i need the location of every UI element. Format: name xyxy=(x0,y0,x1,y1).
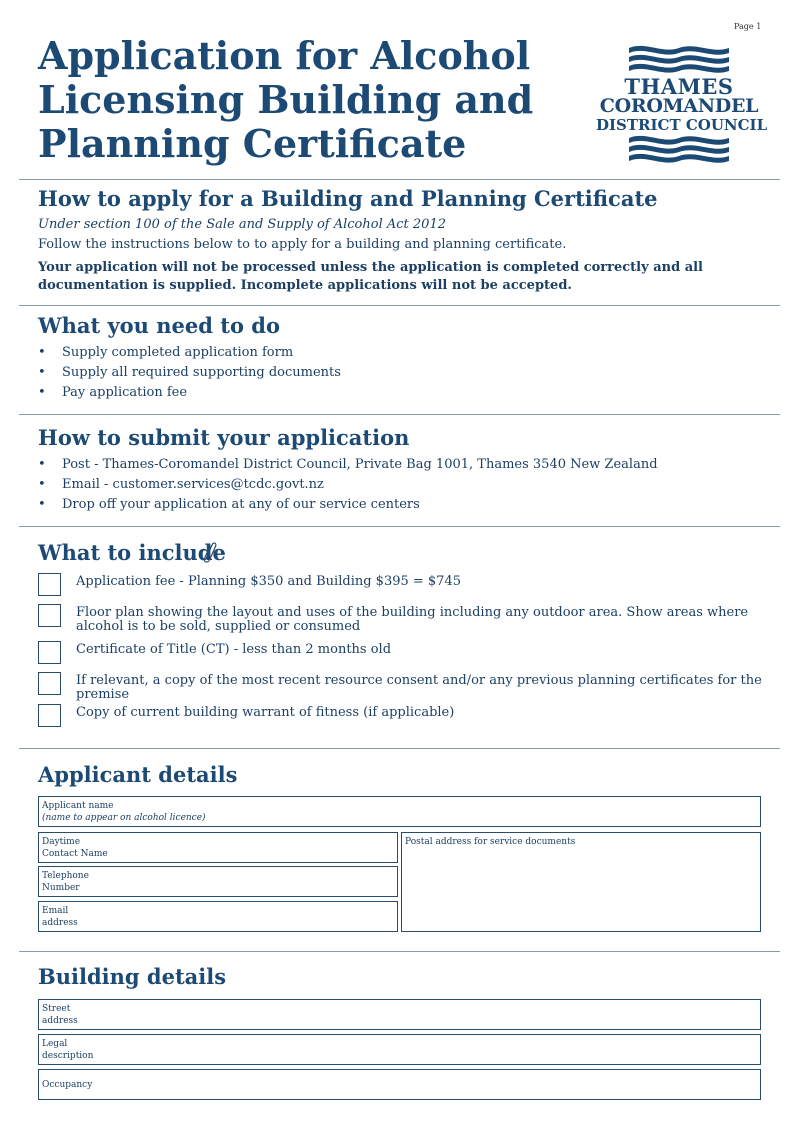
page-number: Page 1 xyxy=(734,22,762,31)
logo-line-3: DISTRICT COUNCIL xyxy=(596,116,768,134)
applicant-details-heading: Applicant details xyxy=(38,762,238,787)
field-label: Applicant name (name to appear on alcohol licence) xyxy=(42,801,206,823)
warning-text: Your application will not be processed unless the application is completed correctly and all documentation is supplied. Incomplete applications will not be accepted. xyxy=(38,260,703,293)
checkbox[interactable] xyxy=(38,641,61,664)
occupancy-field[interactable] xyxy=(38,1069,761,1100)
checkbox-label: Certificate of Title (CT) - less than 2 months old xyxy=(76,642,392,657)
divider xyxy=(19,179,780,180)
checkbox-label: If relevant, a copy of the most recent resource consent and/or any previous planning certificates for the premise xyxy=(76,673,762,702)
submit-heading: How to submit your application xyxy=(38,425,410,450)
what-to-do-list xyxy=(38,344,341,404)
what-to-include-heading: What to include xyxy=(38,540,226,565)
field-label: Legal description xyxy=(42,1039,94,1061)
field-label: Email address xyxy=(42,906,78,928)
checkbox[interactable] xyxy=(38,604,61,627)
council-logo xyxy=(596,42,768,166)
how-to-apply-heading: How to apply for a Building and Planning Certificate xyxy=(38,186,658,211)
what-to-do-heading: What you need to do xyxy=(38,313,280,338)
divider xyxy=(19,748,780,749)
list-item: • Pay application fee xyxy=(38,384,341,404)
email-field[interactable] xyxy=(38,901,398,932)
telephone-field[interactable] xyxy=(38,866,398,897)
page-title xyxy=(38,34,558,166)
field-label: Postal address for service documents xyxy=(405,837,576,847)
act-reference: Under section 100 of the Sale and Supply of Alcohol Act 2012 xyxy=(38,217,446,232)
checkbox[interactable] xyxy=(38,672,61,695)
list-item: • Drop off your application at any of our service centers xyxy=(38,496,658,516)
checkbox-label: Floor plan showing the layout and uses of the building including any outdoor area. Show areas where alcohol is to be sold, supplied or consumed xyxy=(76,605,749,634)
submit-list xyxy=(38,456,658,516)
field-label: Daytime Contact Name xyxy=(42,837,108,859)
list-item: • Supply completed application form xyxy=(38,344,341,364)
divider xyxy=(19,951,780,952)
checkbox[interactable] xyxy=(38,704,61,727)
title-line-1: Application for Alcohol xyxy=(38,33,531,78)
divider xyxy=(19,305,780,306)
logo-line-1: THAMES xyxy=(624,74,734,99)
contact-name-field[interactable] xyxy=(38,832,398,863)
divider xyxy=(19,526,780,527)
divider xyxy=(19,414,780,415)
building-details-heading: Building details xyxy=(38,964,227,989)
title-line-2: Licensing Building and xyxy=(38,77,534,122)
checkbox-label: Application fee - Planning $350 and Building $395 = $745 xyxy=(76,574,461,589)
checkbox-label: Copy of current building warrant of fitness (if applicable) xyxy=(76,705,455,720)
field-label: Street address xyxy=(42,1004,78,1026)
title-line-3: Planning Certificate xyxy=(38,121,467,166)
paperclip-icon xyxy=(201,540,217,564)
list-item: • Supply all required supporting documents xyxy=(38,364,341,384)
postal-address-field[interactable] xyxy=(401,832,761,932)
logo-line-2: COROMANDEL xyxy=(599,95,759,117)
list-item: • Email - customer.services@tcdc.govt.nz xyxy=(38,476,658,496)
field-label: Telephone Number xyxy=(42,871,89,893)
field-label: Occupancy xyxy=(42,1080,93,1090)
street-address-field[interactable] xyxy=(38,999,761,1030)
legal-description-field[interactable] xyxy=(38,1034,761,1065)
checkbox[interactable] xyxy=(38,573,61,596)
list-item: • Post - Thames-Coromandel District Council, Private Bag 1001, Thames 3540 New Zealand xyxy=(38,456,658,476)
instruction-text: Follow the instructions below to to apply for a building and planning certificate. xyxy=(38,237,567,252)
applicant-name-field[interactable] xyxy=(38,796,761,827)
